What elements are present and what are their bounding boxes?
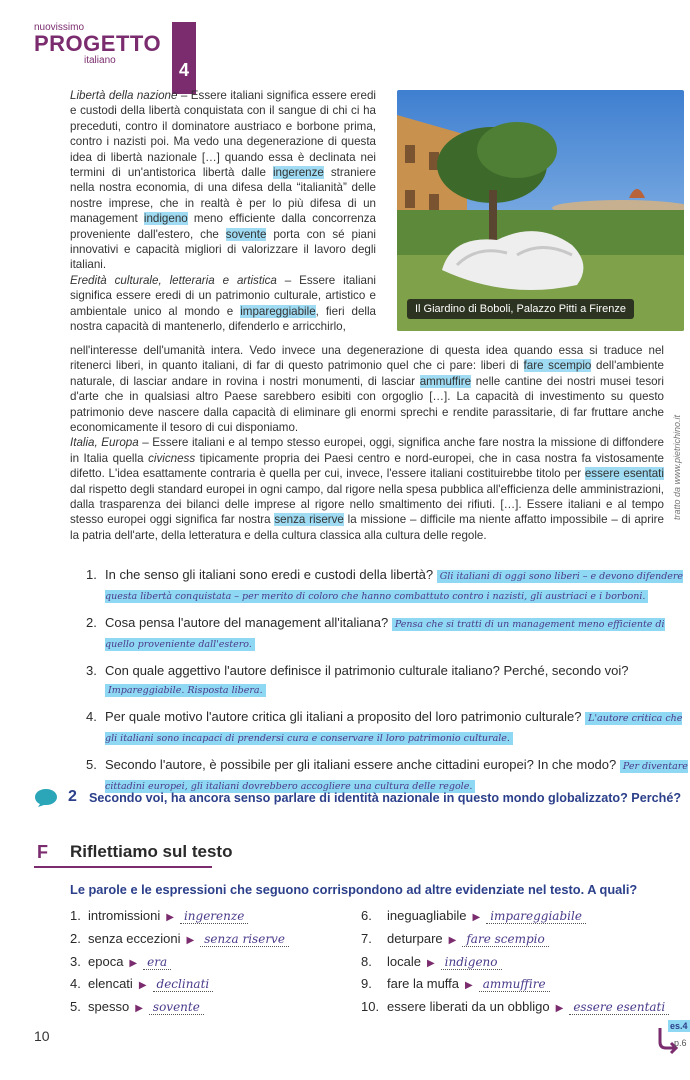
item-term: deturpare [387, 930, 443, 946]
handwritten-answer[interactable]: Impareggiabile. Risposta libera. [105, 684, 266, 697]
volume-badge [172, 22, 196, 94]
page-number: 10 [34, 1028, 50, 1044]
question-number: 3. [86, 663, 97, 678]
item-term: essere liberati da un obbligo [387, 999, 550, 1015]
text-segment: straniere nella nostra economia, di una difesa della “italianità” delle nostre imprese, che in realtà è per lo più difesa di un management [70, 166, 376, 226]
photo-illustration [397, 90, 684, 331]
matching-item [361, 954, 686, 977]
item-number: 6. [361, 908, 372, 923]
matching-item [70, 931, 350, 954]
question-number: 5. [86, 757, 97, 772]
item-term: locale [387, 953, 421, 969]
reading-text-full [70, 343, 664, 543]
text-segment: , fieri della nostra capacità di mantenerlo, difenderlo e arricchirlo, [70, 304, 376, 334]
question-number: 4. [86, 709, 97, 724]
fill-in-answer[interactable]: ingerenze [180, 909, 248, 924]
text-segment: porta con sé piani innovativi e capacità migliori di valorizzare il lavoro degli italiani. [70, 227, 376, 272]
text-segment: meno efficiente dalla concorrenza proveniente dall'estero, che [70, 212, 376, 241]
arrow-right-icon: ▶ [472, 912, 481, 923]
item-number: 9. [361, 976, 372, 992]
italic-term: civicness [148, 451, 196, 465]
highlighted-word: sovente [225, 227, 267, 241]
question-text: In che senso gli italiani sono eredi e custodi della libertà? [105, 567, 434, 582]
question-number: 1. [86, 567, 97, 582]
section-title: Riflettiamo sul testo [70, 842, 233, 861]
fill-in-answer[interactable]: essere esentati [569, 1000, 669, 1015]
item-number: 7. [361, 930, 372, 946]
exercise-number: 2 [68, 788, 77, 805]
matching-item [70, 908, 350, 931]
question-text: Per quale motivo l'autore critica gli italiani a proposito del loro patrimonio culturale? [105, 709, 582, 724]
item-term: epoca [88, 953, 124, 969]
matching-item [361, 999, 686, 1022]
series-logo [34, 22, 189, 80]
fill-in-answer[interactable]: indigeno [441, 955, 502, 970]
highlighted-word: indigeno [143, 212, 188, 226]
arrow-right-icon: ▶ [135, 1003, 143, 1015]
fill-in-answer[interactable]: senza riserve [200, 932, 289, 947]
discussion-question: Secondo voi, ha ancora senso parlare di identità nazionale in questo mondo globalizzato? Perché? [89, 791, 682, 805]
arrow-right-icon: ▶ [129, 957, 138, 969]
arrow-right-icon: ▶ [186, 934, 195, 946]
highlighted-word: fare scempio [523, 359, 592, 373]
volume-number: 4 [178, 60, 189, 80]
garden-photo [397, 90, 684, 331]
question-text: Cosa pensa l'autore del management all'italiana? [105, 615, 389, 630]
text-segment: nelle cantine dei nostri musei tesori d'arte che in qualsiasi altro Paese sarebbero esibiti con orgoglio […]. La capacità di investimento su questo patrimonio deve nascere dalla capacità di eliminare gli enormi sprechi e rendite parassitarie, di far fruttare anche economicamente il tesoro di cui disponiamo. [70, 374, 664, 435]
item-number: 3. [70, 953, 81, 969]
text-segment: – Essere italiani significa essere eredi e custodi della libertà conquistata con il sangue di chi ci ha preceduti, contro il dominatore austriaco e borbone prima, contro i nazisti poi. Ma vedo una degenerazione di questa idea di libertà nazionale […] quando essa è declinata nei termini di un'antistorica libertà dalle [70, 89, 376, 180]
item-term: fare la muffa [387, 976, 460, 992]
handwritten-answer[interactable]: L'autore critica che gli italiani sono incapaci di prendersi cura e conservare il loro patrimonio culturale. [105, 713, 683, 744]
text-segment: dell'ambiente naturale, di lasciar andare in rovina i nostri monumenti, di lasciar [70, 359, 664, 388]
reference-exercise: es.4 [670, 1021, 688, 1031]
question-item [88, 566, 688, 606]
arrow-right-icon: ▶ [426, 957, 435, 969]
arrow-right-icon: ▶ [465, 980, 473, 992]
matching-list-left [70, 908, 350, 1022]
fill-in-answer[interactable]: sovente [149, 1000, 204, 1015]
item-term: elencati [88, 976, 133, 992]
fill-in-answer[interactable]: fare scempio [462, 932, 548, 947]
arrow-right-icon: ▶ [166, 912, 174, 923]
fill-in-answer[interactable]: ammuffire [479, 977, 550, 992]
fill-in-answer[interactable]: declinati [153, 977, 214, 992]
matching-item [70, 976, 350, 999]
question-text: Con quale aggettivo l'autore definisce il patrimonio culturale italiano? Perché, secondo voi? [105, 663, 629, 678]
text-segment: nell'interesse dell'umanità intera. Vedo invece una degenerazione di questa idea quando essa si traduce nel ritenerci liberi, in quanto italiani, di far di questo patrimonio quel che ci pare: liberi di [70, 344, 664, 373]
question-item [88, 708, 688, 748]
text-segment: dal rispetto degli standard europei in ogni campo, dal rigore nella spesa pubblica all'efficienza delle amministrazioni, dalla trasparenza dei bilanci delle imprese al rigore nello smaltimento dei rifiuti. […]. Essere italiani e al tempo stesso europei oggi significa far nostra [70, 482, 664, 527]
item-term: intromissioni [88, 908, 161, 923]
fill-in-answer[interactable]: era [143, 955, 171, 970]
arrow-right-icon: ▶ [138, 980, 147, 992]
handwritten-answer[interactable]: Per diventare cittadini europei, gli italiani dovrebbero accogliere una cultura delle regole. [105, 761, 688, 792]
highlighted-word: essere esentati [584, 467, 664, 481]
matching-item [361, 976, 686, 999]
series-logo-title: PROGETTO [34, 31, 162, 56]
item-number: 5. [70, 999, 81, 1015]
highlighted-word: impareggiabile [240, 304, 316, 318]
matching-item [70, 999, 350, 1022]
reading-text-column [70, 88, 376, 335]
section-divider [34, 866, 212, 868]
source-credit: tratto da www.pietrichino.it [672, 414, 682, 520]
item-number: 4. [70, 976, 81, 992]
highlighted-word: senza riserve [274, 513, 344, 527]
question-item [88, 662, 688, 700]
text-segment: – Essere italiani significa essere eredi di un patrimonio culturale, artistico e ambientale unico al mondo e [70, 273, 376, 318]
item-term: spesso [88, 999, 130, 1015]
item-number: 10. [361, 999, 380, 1015]
question-item [88, 756, 688, 796]
matching-item [361, 908, 686, 931]
question-text: Secondo l'autore, è possibile per gli italiani essere anche cittadini europei? In che modo? [105, 757, 617, 772]
paragraph-label: Eredità culturale, letteraria e artistica [70, 273, 277, 287]
paragraph-label: Libertà della nazione [70, 89, 178, 102]
series-logo-top: nuovissimo [34, 22, 85, 33]
arrow-right-icon: ▶ [448, 934, 457, 946]
matching-item [70, 954, 350, 977]
item-term: ineguagliabile [387, 908, 467, 923]
text-segment: tipicamente propria dei Paesi centro e nord-europei, che in casa nostra fa vistosamente difetto. L'idea esattamente contraria è quella per cui, invece, l'essere italiani costituirebbe titolo per [70, 451, 664, 481]
item-number: 8. [361, 953, 372, 969]
exercise-reference[interactable] [656, 1020, 688, 1058]
item-number: 1. [70, 908, 81, 923]
matching-item [361, 931, 686, 954]
highlighted-word: ingerenze [272, 166, 324, 180]
question-item [88, 614, 688, 654]
paragraph-label: Italia, Europa [70, 436, 139, 450]
speech-bubble-icon [34, 788, 58, 808]
reference-page: p.6 [674, 1038, 687, 1048]
section-letter: F [37, 842, 48, 862]
text-segment: – Essere italiani e al tempo stesso europei, oggi, significa anche fare nostra la missione di diffondere in Italia quella [70, 436, 664, 465]
arrow-right-icon: ▶ [555, 1003, 564, 1015]
photo-caption: Il Giardino di Boboli, Palazzo Pitti a Firenze [407, 299, 634, 319]
handwritten-answer[interactable]: Pensa che si tratti di un management meno efficiente di quello proveniente dall'estero. [105, 619, 665, 650]
question-number: 2. [86, 615, 97, 630]
handwritten-answer[interactable]: Gli italiani di oggi sono liberi – e devono difendere questa libertà conquistata – per merito di coloro che hanno combattuto contro i nazisti, gli austriaci e i borboni. [105, 571, 684, 602]
fill-in-answer[interactable]: impareggiabile [486, 909, 586, 924]
series-logo-sub: italiano [84, 55, 116, 66]
exercise-instructions: Le parole e le espressioni che seguono corrispondono ad altre evidenziate nel testo. A quali? [70, 882, 638, 897]
item-term: senza eccezioni [88, 930, 181, 946]
comprehension-questions [88, 566, 688, 804]
text-segment: la missione – difficile ma niente affatto impossibile – di aprire la patria dell'arte, della letteratura e della cultura classica alla cultura delle regole. [70, 513, 664, 542]
item-number: 2. [70, 930, 81, 946]
highlighted-word: ammuffire [419, 374, 472, 388]
matching-list-right [361, 908, 686, 1022]
